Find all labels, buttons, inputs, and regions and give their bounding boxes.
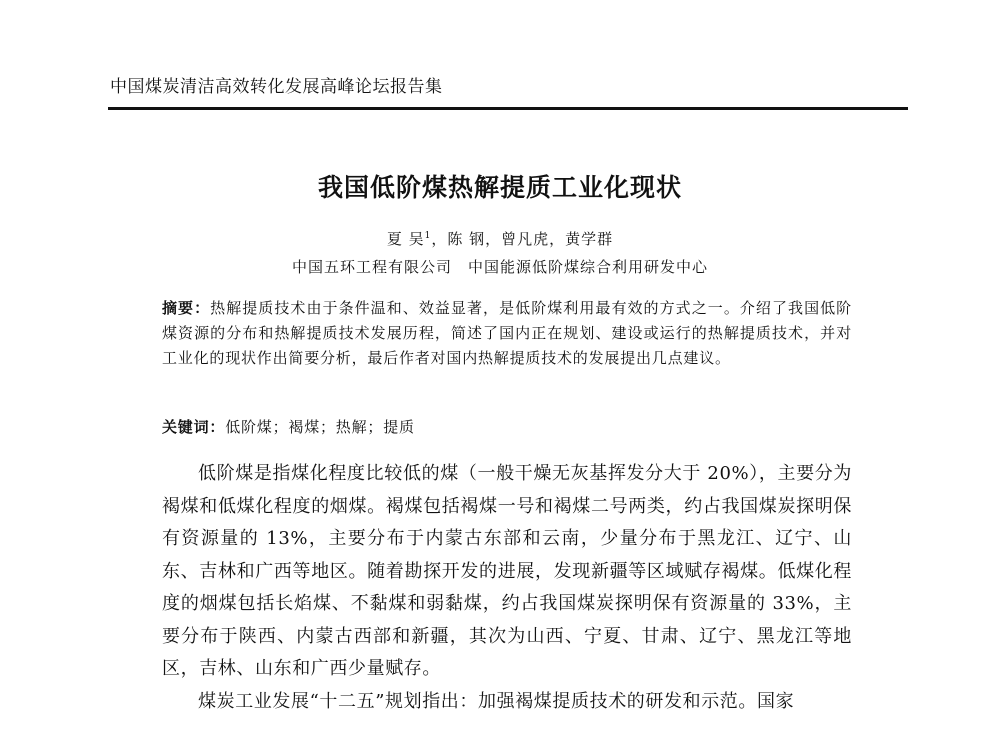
body-text — [162, 458, 852, 718]
keywords-label: 关键词： — [162, 418, 226, 436]
first-author: 夏 吴 — [386, 230, 425, 248]
article-title: 我国低阶煤热解提质工业化现状 — [317, 173, 682, 202]
running-header: 中国煤炭清洁高效转化发展高峰论坛报告集 — [110, 77, 443, 97]
affiliation: 中国五环工程有限公司 中国能源低阶煤综合利用研发中心 — [291, 258, 708, 276]
other-authors: ，陈 钢，曾凡虎，黄学群 — [431, 230, 614, 248]
abstract-text: 热解提质技术由于条件温和、效益显著，是低阶煤利用最有效的方式之一。介绍了我国低阶煤资源的分布和热解提质技术发展历程，简述了国内正在规划、建设或运行的热解提质技术，并对工业化的现状作出简要分析，最后作者对国内热解提质技术的发展提出几点建议。 — [162, 299, 852, 367]
abstract — [162, 296, 852, 371]
body-paragraph: 煤炭工业发展“十二五”规划指出：加强褐煤提质技术的研发和示范。国家 — [198, 690, 795, 712]
header-rule — [108, 107, 908, 110]
abstract-label: 摘要： — [162, 299, 211, 317]
keywords-text: 低阶煤；褐煤；热解；提质 — [225, 418, 415, 436]
author-superscript: 1 — [424, 231, 432, 241]
author-list — [0, 228, 1000, 249]
body-paragraph: 低阶煤是指煤化程度比较低的煤（一般干燥无灰基挥发分大于 20%），主要分为褐煤和低煤化程度的烟煤。褐煤包括褐煤一号和褐煤二号两类，约占我国煤炭探明保有资源量的 13%，主要分布于内蒙古东部和云南，少量分布于黑龙江、辽宁、山东、吉林和广西等地区。随着勘探开发的进展，发现新疆等区域赋存褐煤。低煤化程度的烟煤包括长焰煤、不黏煤和弱黏煤，约占我国煤炭探明保有资源量的 33%，主要分布于陕西、内蒙古西部和新疆，其次为山西、宁夏、甘肃、辽宁、黑龙江等地区，吉林、山东和广西少量赋存。 — [162, 463, 852, 679]
keywords — [162, 416, 852, 437]
